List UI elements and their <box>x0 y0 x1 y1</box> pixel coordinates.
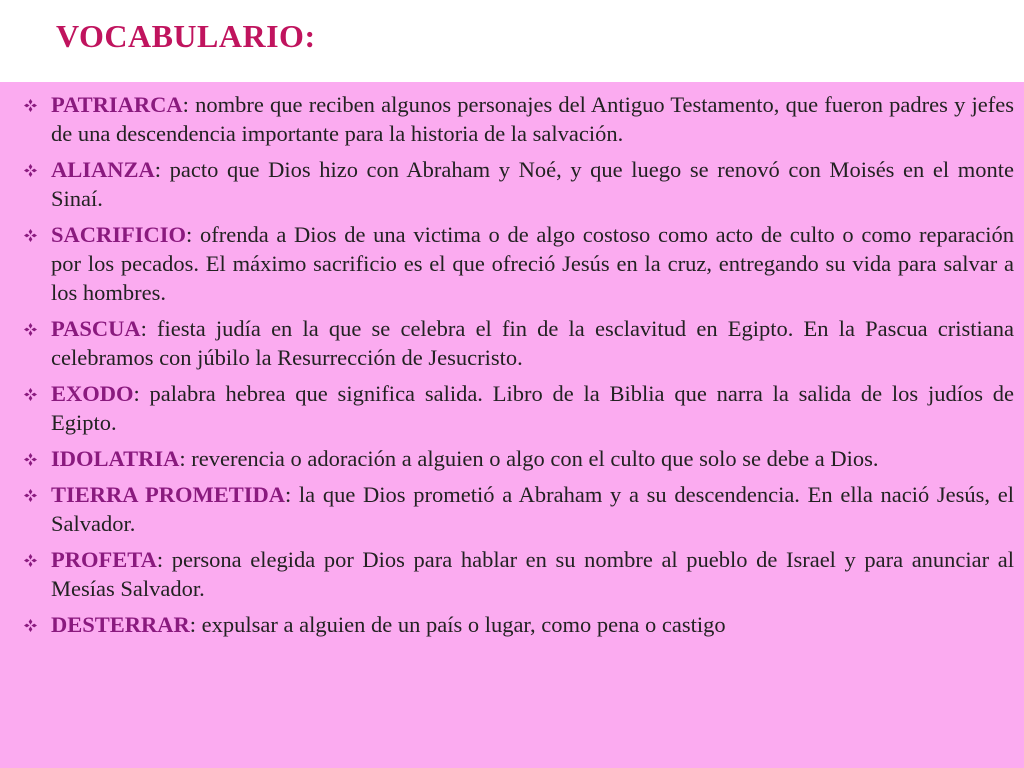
term-label: EXODO <box>51 381 134 406</box>
term-label: SACRIFICIO <box>51 222 187 247</box>
list-item <box>24 545 1014 603</box>
list-item <box>24 314 1014 372</box>
term-definition: : reverencia o adoración a alguien o algo con el culto que solo se debe a Dios. <box>179 446 879 471</box>
term-label: PROFETA <box>51 547 157 572</box>
term-definition: : palabra hebrea que significa salida. Libro de la Biblia que narra la salida de los judíos de Egipto. <box>51 381 1014 435</box>
diamond-cluster-icon <box>24 619 37 632</box>
list-item <box>24 444 1014 473</box>
diamond-cluster-icon <box>24 99 37 112</box>
term-label: TIERRA PROMETIDA <box>51 482 285 507</box>
list-item <box>24 220 1014 307</box>
term-definition: : nombre que reciben algunos personajes del Antiguo Testamento, que fueron padres y jefes de una descendencia importante para la historia de la salvación. <box>51 92 1014 146</box>
term-label: DESTERRAR <box>51 612 190 637</box>
diamond-cluster-icon <box>24 229 37 242</box>
diamond-cluster-icon <box>24 388 37 401</box>
vocabulary-list <box>24 90 1014 639</box>
term-definition: : ofrenda a Dios de una victima o de algo costoso como acto de culto o como reparación por los pecados. El máximo sacrificio es el que ofreció Jesús en la cruz, entregando su vida para salvar a los hombres. <box>51 222 1014 305</box>
vocabulary-panel <box>0 82 1024 768</box>
list-item <box>24 480 1014 538</box>
term-label: ALIANZA <box>51 157 155 182</box>
term-definition: : expulsar a alguien de un país o lugar, como pena o castigo <box>189 612 726 637</box>
term-definition: : fiesta judía en la que se celebra el fin de la esclavitud en Egipto. En la Pascua cristiana celebramos con júbilo la Resurrección de Jesucristo. <box>51 316 1014 370</box>
diamond-cluster-icon <box>24 323 37 336</box>
term-definition: : persona elegida por Dios para hablar en su nombre al pueblo de Israel y para anunciar al Mesías Salvador. <box>51 547 1014 601</box>
list-item <box>24 610 1014 639</box>
term-label: PATRIARCA <box>51 92 183 117</box>
page-title: VOCABULARIO: <box>56 18 316 54</box>
term-label: PASCUA <box>51 316 141 341</box>
term-definition: : la que Dios prometió a Abraham y a su descendencia. En ella nació Jesús, el Salvador. <box>51 482 1014 536</box>
diamond-cluster-icon <box>24 164 37 177</box>
diamond-cluster-icon <box>24 453 37 466</box>
term-definition: : pacto que Dios hizo con Abraham y Noé, y que luego se renovó con Moisés en el monte Sinaí. <box>51 157 1014 211</box>
list-item <box>24 379 1014 437</box>
list-item <box>24 90 1014 148</box>
diamond-cluster-icon <box>24 554 37 567</box>
diamond-cluster-icon <box>24 489 37 502</box>
term-label: IDOLATRIA <box>51 446 180 471</box>
list-item <box>24 155 1014 213</box>
